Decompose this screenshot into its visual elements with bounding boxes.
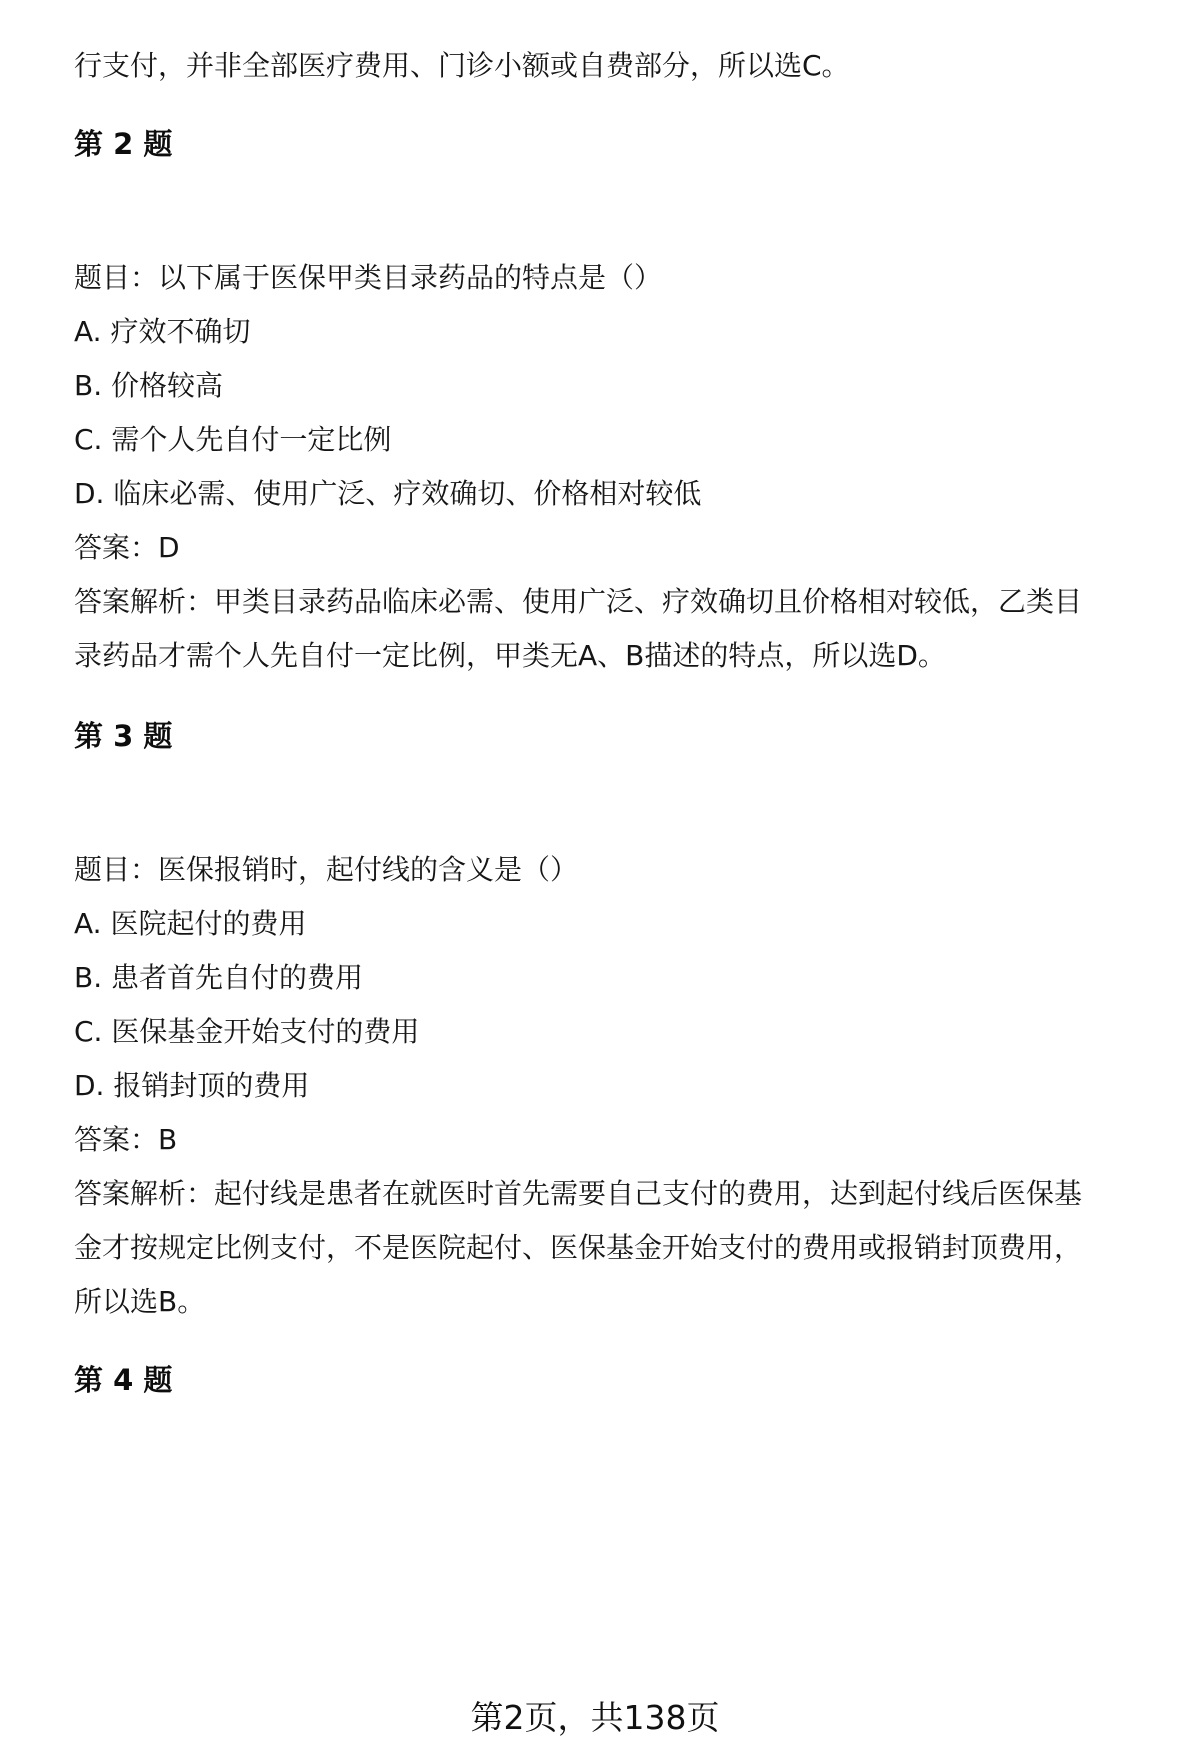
question-3-option-a: A. 医院起付的费用 xyxy=(74,907,307,940)
question-2-option-b: B. 价格较高 xyxy=(74,369,224,402)
question-3-analysis-line-3: 所以选B。 xyxy=(74,1285,206,1318)
question-3-option-c: C. 医保基金开始支付的费用 xyxy=(74,1015,420,1048)
question-3-answer: 答案：B xyxy=(74,1123,178,1156)
question-2-option-c: C. 需个人先自付一定比例 xyxy=(74,423,392,456)
question-2-text: 题目：以下属于医保甲类目录药品的特点是（） xyxy=(74,261,663,294)
previous-answer-continuation: 行支付，并非全部医疗费用、门诊小额或自费部分，所以选C。 xyxy=(74,49,850,82)
question-4-heading: 第 4 题 xyxy=(74,1363,173,1397)
question-2-option-a: A. 疗效不确切 xyxy=(74,315,251,348)
question-3-option-b: B. 患者首先自付的费用 xyxy=(74,961,364,994)
question-2-heading: 第 2 题 xyxy=(74,127,173,161)
question-3-analysis-line-2: 金才按规定比例支付，不是医院起付、医保基金开始支付的费用或报销封顶费用， xyxy=(74,1231,1083,1264)
question-3-analysis-line-1: 答案解析：起付线是患者在就医时首先需要自己支付的费用，达到起付线后医保基 xyxy=(74,1177,1083,1210)
question-2-analysis-line-2: 录药品才需个人先自付一定比例，甲类无A、B描述的特点，所以选D。 xyxy=(74,639,946,672)
question-3-option-d: D. 报销封顶的费用 xyxy=(74,1069,310,1102)
question-3-heading: 第 3 题 xyxy=(74,719,173,753)
question-3-text: 题目：医保报销时，起付线的含义是（） xyxy=(74,853,579,886)
page-number-footer: 第2页，共138页 xyxy=(470,1698,720,1737)
question-2-option-d: D. 临床必需、使用广泛、疗效确切、价格相对较低 xyxy=(74,477,702,510)
question-2-analysis-line-1: 答案解析：甲类目录药品临床必需、使用广泛、疗效确切且价格相对较低，乙类目 xyxy=(74,585,1083,618)
question-2-answer: 答案：D xyxy=(74,531,180,564)
